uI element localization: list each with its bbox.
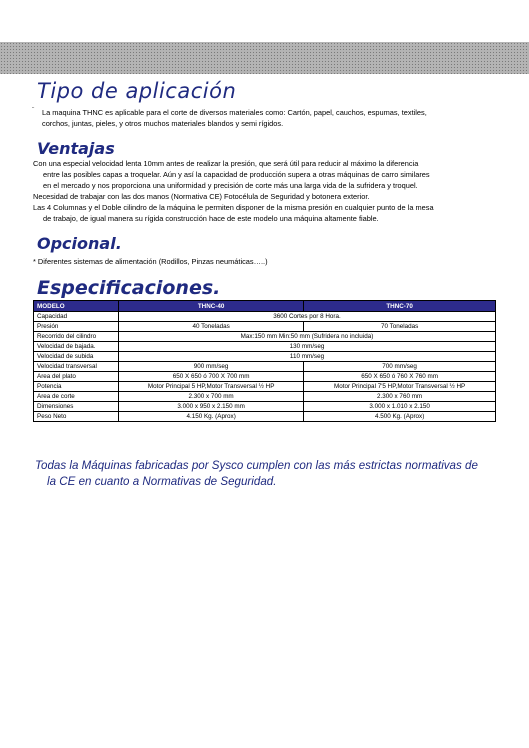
row-value-thnc-70: Motor Principal 7'5 HP,Motor Transversal ½ HP — [304, 382, 496, 392]
compliance-line-2: la CE en cuanto a Normativas de Seguridad. — [47, 475, 277, 488]
row-label: Area del plato — [34, 372, 119, 382]
table-row — [34, 412, 496, 422]
table-row — [34, 332, 496, 342]
heading-opcional: Opcional. — [37, 234, 122, 253]
table-row — [34, 352, 496, 362]
row-value-thnc-40: 2.300 x 700 mm — [119, 392, 304, 402]
top-decorative-band — [0, 42, 529, 74]
row-value-thnc-70: 70 Toneladas — [304, 322, 496, 332]
table-row — [34, 312, 496, 322]
row-value-thnc-40: 40 Toneladas — [119, 322, 304, 332]
row-label: Velocidad transversal — [34, 362, 119, 372]
row-label: Peso Neto — [34, 412, 119, 422]
tipo-line-1: La maquina THNC es aplicable para el corte de diversos materiales como: Cartón, papel, cauchos, espumas, textiles, — [42, 108, 427, 117]
row-label: Recorrido del cilindro — [34, 332, 119, 342]
header-modelo: MODELO — [34, 301, 119, 312]
heading-ventajas: Ventajas — [37, 139, 115, 158]
row-label: Potencia — [34, 382, 119, 392]
ventajas-line-1: Con una especial velocidad lenta 10mm antes de realizar la presión, que será útil para reducir al máximo la diferencia — [33, 159, 419, 168]
table-row — [34, 362, 496, 372]
ventajas-line-2: entre las posibles capas a troquelar. Aún y así la capacidad de producción supera a otras máquinas de carro similares — [43, 170, 430, 179]
table-row — [34, 382, 496, 392]
row-value-thnc-40: 3.000 x 950 x 2.150 mm — [119, 402, 304, 412]
ventajas-line-4: Necesidad de trabajar con las dos manos (Normativa CE) Fotocélula de Seguridad y botonera exterior. — [33, 192, 370, 201]
ventajas-line-3: en el mercado y nos proporciona una uniformidad y precisión de corte más una larga vida de la sufridera y troquel. — [43, 181, 418, 190]
table-header-row — [34, 301, 496, 312]
row-label: Capacidad — [34, 312, 119, 322]
row-value-thnc-40: 4.150 Kg. (Aprox) — [119, 412, 304, 422]
opcional-text: * Diferentes sistemas de alimentación (Rodillos, Pinzas neumáticas…..) — [33, 257, 268, 266]
row-value-thnc-70: 700 mm/seg — [304, 362, 496, 372]
tipo-line-2: corchos, juntas, pieles, y otros muchos materiales blandos y semi rígidos. — [42, 119, 284, 128]
header-thnc-70: THNC-70 — [304, 301, 496, 312]
specifications-table — [33, 300, 496, 422]
ventajas-line-6: de trabajo, de igual manera su rígida construcción hace de este modelo una máquina altamente fiable. — [43, 214, 379, 223]
row-value-thnc-70: 2.300 x 760 mm — [304, 392, 496, 402]
row-value-merged: 3600 Cortes por 8 Hora. — [119, 312, 496, 322]
compliance-statement — [35, 458, 525, 490]
row-value-thnc-70: 4.500 Kg. (Aprox) — [304, 412, 496, 422]
header-thnc-40: THNC-40 — [119, 301, 304, 312]
row-value-thnc-40: Motor Principal 5 HP,Motor Transversal ½ HP — [119, 382, 304, 392]
row-value-thnc-40: 900 mm/seg — [119, 362, 304, 372]
row-label: Dimensiones — [34, 402, 119, 412]
row-label: Velocidad de subida — [34, 352, 119, 362]
row-value-merged: Max:150 mm Min:50 mm (Sufridera no incluida) — [119, 332, 496, 342]
heading-tipo-de-aplicacion: Tipo de aplicación — [37, 79, 237, 103]
row-label: Velocidad de bajada. — [34, 342, 119, 352]
heading-especificaciones: Especificaciones. — [37, 277, 221, 299]
row-value-merged: 110 mm/seg — [119, 352, 496, 362]
row-label: Area de corte — [34, 392, 119, 402]
table-row — [34, 392, 496, 402]
ventajas-line-5: Las 4 Columnas y el Doble cilindro de la máquina le permiten disponer de la misma presión en cualquier punto de la mesa — [33, 203, 434, 212]
row-value-thnc-40: 650 X 650 ó 700 X 700 mm — [119, 372, 304, 382]
table-row — [34, 322, 496, 332]
row-value-merged: 130 mm/seg — [119, 342, 496, 352]
table-row — [34, 372, 496, 382]
bullet-mark: ¨ — [32, 107, 35, 114]
row-label: Presión — [34, 322, 119, 332]
table-row — [34, 342, 496, 352]
compliance-line-1: Todas la Máquinas fabricadas por Sysco cumplen con las más estrictas normativas de — [35, 459, 478, 472]
row-value-thnc-70: 650 X 650 ó 760 X 760 mm — [304, 372, 496, 382]
row-value-thnc-70: 3.000 x 1.010 x 2.150 — [304, 402, 496, 412]
table-row — [34, 402, 496, 412]
